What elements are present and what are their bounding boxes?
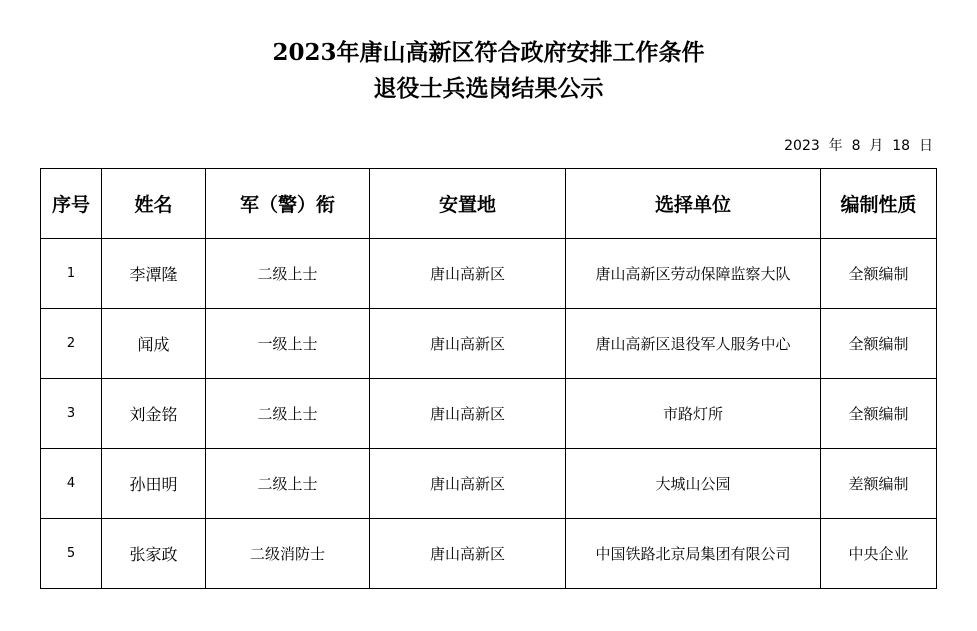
cell-staffing-type: 全额编制	[821, 379, 937, 449]
cell-index: 1	[41, 239, 102, 309]
cell-index: 2	[41, 309, 102, 379]
cell-name: 张家政	[102, 519, 206, 589]
cell-name: 孙田明	[102, 449, 206, 519]
cell-staffing-type: 全额编制	[821, 309, 937, 379]
table-row	[41, 449, 937, 519]
cell-index: 4	[41, 449, 102, 519]
cell-rank: 二级上士	[206, 239, 370, 309]
header-staffing-type: 编制性质	[821, 169, 937, 239]
cell-staffing-type: 差额编制	[821, 449, 937, 519]
header-selected-unit: 选择单位	[566, 169, 821, 239]
cell-staffing-type: 全额编制	[821, 239, 937, 309]
table-row	[41, 519, 937, 589]
table-row	[41, 379, 937, 449]
cell-name: 李潭隆	[102, 239, 206, 309]
table-header-row	[41, 169, 937, 239]
selection-result-table	[40, 168, 937, 589]
cell-staffing-type: 中央企业	[821, 519, 937, 589]
cell-placement-location: 唐山高新区	[370, 239, 566, 309]
cell-rank: 二级上士	[206, 379, 370, 449]
cell-selected-unit: 唐山高新区劳动保障监察大队	[566, 239, 821, 309]
cell-selected-unit: 大城山公园	[566, 449, 821, 519]
cell-rank: 一级上士	[206, 309, 370, 379]
cell-name: 闻成	[102, 309, 206, 379]
table-row	[41, 239, 937, 309]
cell-rank: 二级上士	[206, 449, 370, 519]
header-index: 序号	[41, 169, 102, 239]
cell-index: 3	[41, 379, 102, 449]
cell-selected-unit: 市路灯所	[566, 379, 821, 449]
cell-placement-location: 唐山高新区	[370, 449, 566, 519]
cell-placement-location: 唐山高新区	[370, 309, 566, 379]
cell-selected-unit: 中国铁路北京局集团有限公司	[566, 519, 821, 589]
cell-rank: 二级消防士	[206, 519, 370, 589]
document-title-line-1: 2023年唐山高新区符合政府安排工作条件	[272, 39, 705, 66]
header-placement-location: 安置地	[370, 169, 566, 239]
cell-name: 刘金铭	[102, 379, 206, 449]
table-row	[41, 309, 937, 379]
cell-selected-unit: 唐山高新区退役军人服务中心	[566, 309, 821, 379]
header-rank: 军（警）衔	[206, 169, 370, 239]
cell-placement-location: 唐山高新区	[370, 519, 566, 589]
publication-date: 2023 年 8 月 18 日	[784, 138, 933, 154]
cell-index: 5	[41, 519, 102, 589]
cell-placement-location: 唐山高新区	[370, 379, 566, 449]
header-name: 姓名	[102, 169, 206, 239]
document-title-line-2: 退役士兵选岗结果公示	[373, 75, 604, 102]
